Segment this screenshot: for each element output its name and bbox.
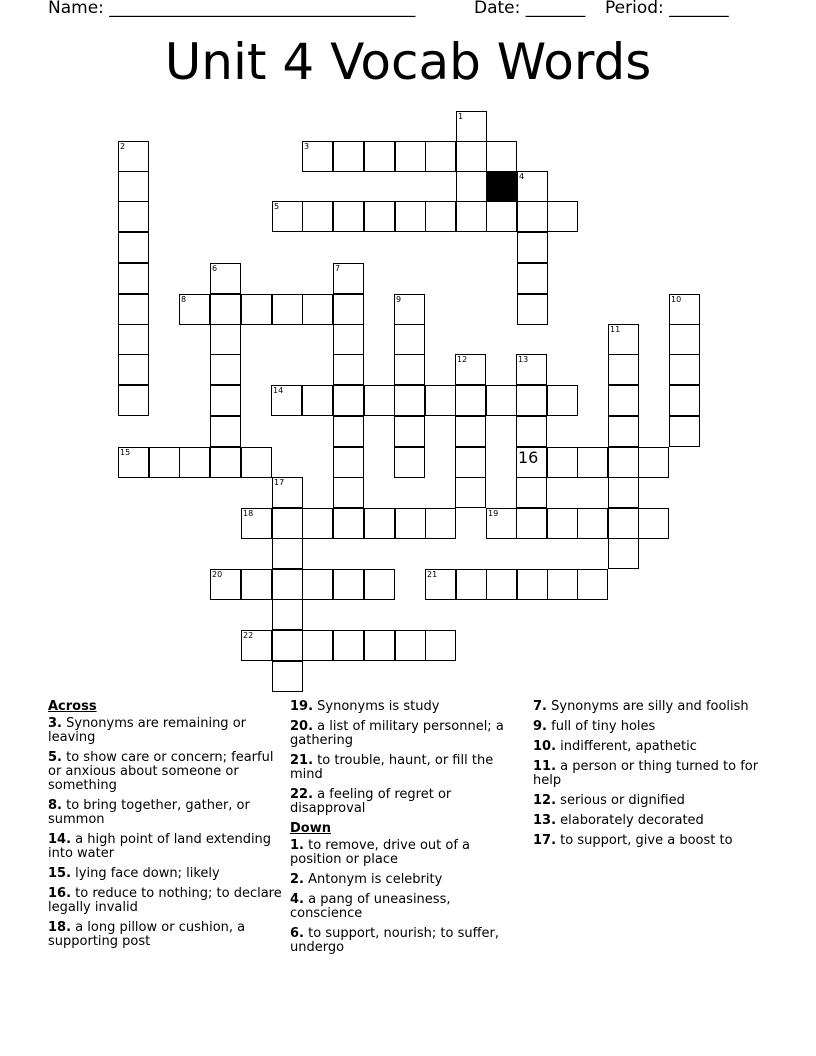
down-clue (533, 794, 763, 808)
grid-cell[interactable] (333, 294, 364, 325)
clue-text: Synonyms are silly and foolish (551, 699, 749, 714)
grid-cell[interactable] (669, 385, 700, 416)
grid-cell[interactable] (364, 630, 395, 661)
clue-text: lying face down; likely (75, 866, 220, 881)
down-clue (290, 873, 520, 887)
clue-cell-9[interactable] (394, 294, 425, 325)
date-field-label: Date: _______ (474, 0, 586, 18)
clue-column-3 (533, 700, 763, 854)
grid-cell[interactable] (486, 569, 517, 600)
grid-cell[interactable] (210, 294, 241, 325)
clue-cell-7[interactable] (333, 263, 364, 294)
clue-number: 8. (48, 798, 62, 813)
grid-cell[interactable] (577, 508, 608, 539)
clue-number: 7. (533, 699, 547, 714)
clue-number: 22. (290, 787, 314, 802)
clue-number: 15. (48, 866, 72, 881)
down-clue (533, 720, 763, 734)
grid-cell[interactable] (241, 569, 272, 600)
clue-cell-1[interactable] (456, 111, 487, 142)
grid-cell[interactable] (608, 447, 639, 478)
clue-number: 17 (274, 478, 285, 487)
clue-number: 15 (120, 448, 131, 457)
clue-cell-13[interactable] (516, 354, 547, 385)
grid-cell[interactable] (669, 324, 700, 355)
across-clue (48, 799, 284, 827)
grid-cell[interactable] (455, 385, 486, 416)
clue-text: to show care or concern; fearful or anxious about someone or something (48, 750, 274, 793)
down-clue-list-continued (533, 700, 763, 848)
grid-cell[interactable] (669, 416, 700, 447)
grid-cell[interactable] (456, 569, 487, 600)
grid-cell[interactable] (333, 324, 364, 355)
down-clue (533, 834, 763, 848)
grid-cell[interactable] (547, 508, 578, 539)
clue-text: to remove, drive out of a position or place (290, 838, 471, 867)
clue-text: elaborately decorated (560, 813, 704, 828)
clue-cell-2[interactable] (118, 141, 149, 172)
clue-number: 1. (290, 838, 304, 853)
clue-cell-18[interactable] (241, 508, 272, 539)
clue-number: 6. (290, 926, 304, 941)
grid-cell[interactable] (333, 385, 364, 416)
grid-cell[interactable] (118, 385, 149, 416)
clue-number: 3 (304, 142, 310, 151)
grid-cell[interactable] (333, 141, 364, 172)
clue-text: to support, give a boost to (560, 833, 733, 848)
clue-cell-5[interactable] (272, 201, 303, 232)
clue-number: 7 (335, 264, 341, 273)
grid-cell[interactable] (486, 141, 517, 172)
grid-cell[interactable] (333, 477, 364, 508)
across-clue (290, 700, 520, 714)
grid-cell[interactable] (118, 294, 149, 325)
clue-cell-14[interactable] (271, 385, 302, 416)
down-clue (290, 927, 520, 955)
clue-number: 21 (427, 570, 438, 579)
clue-number: 17. (533, 833, 557, 848)
clue-number: 8 (181, 295, 187, 304)
down-clue (533, 700, 763, 714)
grid-cell[interactable] (517, 201, 548, 232)
clue-cell-10[interactable] (669, 294, 700, 325)
clue-text: to support, nourish; to suffer, undergo (290, 926, 500, 955)
grid-cell[interactable] (118, 232, 149, 263)
across-clue (48, 751, 284, 793)
clue-cell-20[interactable] (210, 569, 241, 600)
grid-cell[interactable] (272, 661, 303, 692)
grid-cell[interactable] (272, 630, 303, 661)
clue-text: to reduce to nothing; to declare legally invalid (48, 886, 282, 915)
clue-number: 12. (533, 793, 557, 808)
grid-cell[interactable] (486, 201, 517, 232)
clue-number: 4. (290, 892, 304, 907)
clue-number: 20 (212, 570, 223, 579)
grid-cell[interactable] (669, 354, 700, 385)
grid-cell[interactable] (395, 630, 426, 661)
grid-cell[interactable] (272, 569, 303, 600)
grid-cell[interactable] (272, 599, 303, 630)
clue-number: 20. (290, 719, 314, 734)
grid-cell[interactable] (302, 508, 333, 539)
clue-text: a person or thing turned to for help (533, 759, 759, 788)
grid-cell[interactable] (394, 447, 425, 478)
clue-number: 22 (243, 631, 254, 640)
grid-cell[interactable] (179, 447, 210, 478)
grid-cell[interactable] (638, 508, 669, 539)
grid-cell[interactable] (486, 385, 517, 416)
grid-cell[interactable] (272, 508, 303, 539)
clue-number: 14. (48, 832, 72, 847)
grid-cell[interactable] (456, 141, 487, 172)
clue-number: 13. (533, 813, 557, 828)
clue-number: 4 (519, 172, 525, 181)
clue-number: 19 (488, 509, 499, 518)
grid-cell[interactable] (241, 294, 272, 325)
grid-cell[interactable] (577, 447, 608, 478)
clue-number: 9 (396, 295, 402, 304)
grid-cell[interactable] (302, 385, 333, 416)
clue-text: Antonym is celebrity (308, 872, 443, 887)
clue-number: 18. (48, 920, 72, 935)
grid-cell[interactable] (364, 508, 395, 539)
grid-cell[interactable] (302, 569, 333, 600)
down-clue (290, 893, 520, 921)
grid-cell[interactable] (210, 416, 241, 447)
grid-cell[interactable] (364, 141, 395, 172)
clue-text: a long pillow or cushion, a supporting post (48, 920, 246, 949)
down-clue (533, 760, 763, 788)
clue-number: 9. (533, 719, 547, 734)
grid-cell[interactable] (456, 171, 487, 202)
grid-cell[interactable] (608, 477, 639, 508)
across-clue (290, 720, 520, 748)
grid-cell[interactable] (272, 538, 303, 569)
grid-cell[interactable] (118, 201, 149, 232)
clue-number: 1 (458, 112, 464, 121)
across-clue-list-continued (290, 700, 520, 816)
across-clue (290, 754, 520, 782)
clue-cell-8[interactable] (179, 294, 210, 325)
clue-text: indifferent, apathetic (560, 739, 697, 754)
grid-cell[interactable] (364, 385, 395, 416)
grid-cell[interactable] (608, 538, 639, 569)
clue-text: serious or dignified (560, 793, 685, 808)
grid-cell[interactable] (425, 630, 456, 661)
clue-cell-12[interactable] (455, 354, 486, 385)
grid-cell[interactable] (425, 508, 456, 539)
clue-text: a feeling of regret or disapproval (290, 787, 452, 816)
down-clue (290, 839, 520, 867)
down-clue (533, 814, 763, 828)
clue-number: 10 (671, 295, 682, 304)
clue-column-1 (48, 700, 284, 955)
grid-cell[interactable] (118, 324, 149, 355)
clue-cell-6[interactable] (210, 263, 241, 294)
clue-column-2 (290, 700, 520, 961)
clue-text: full of tiny holes (551, 719, 656, 734)
clue-number: 18 (243, 509, 254, 518)
grid-cell[interactable] (516, 508, 547, 539)
grid-cell[interactable] (517, 232, 548, 263)
grid-cell[interactable] (394, 416, 425, 447)
grid-cell[interactable] (425, 141, 456, 172)
grid-cell[interactable] (333, 630, 364, 661)
grid-cell[interactable] (395, 508, 426, 539)
clue-number: 19. (290, 699, 314, 714)
grid-cell[interactable] (608, 508, 639, 539)
grid-cell[interactable] (395, 141, 426, 172)
across-clue (48, 867, 284, 881)
grid-cell[interactable] (118, 263, 149, 294)
grid-cell[interactable] (394, 324, 425, 355)
clue-text: a list of military personnel; a gathering (290, 719, 504, 748)
across-clue-list (48, 717, 284, 949)
grid-cell[interactable] (608, 385, 639, 416)
clue-number: 12 (457, 355, 468, 364)
clue-number: 6 (212, 264, 218, 273)
clue-cell-15[interactable] (118, 447, 149, 478)
grid-cell[interactable] (395, 201, 426, 232)
across-clue (48, 833, 284, 861)
grid-cell[interactable] (547, 447, 578, 478)
grid-cell[interactable] (302, 294, 333, 325)
grid-cell[interactable] (455, 477, 486, 508)
across-clue (48, 887, 284, 915)
grid-cell[interactable] (364, 201, 395, 232)
clue-number: 16 (518, 448, 539, 467)
clue-cell-4[interactable] (517, 171, 548, 202)
grid-cell[interactable] (149, 447, 180, 478)
across-heading: Across (48, 699, 97, 714)
clue-cell-17[interactable] (272, 477, 303, 508)
black-square (486, 171, 517, 202)
clue-number: 5 (274, 202, 280, 211)
grid-cell[interactable] (517, 569, 548, 600)
grid-cell[interactable] (118, 354, 149, 385)
down-clue (533, 740, 763, 754)
grid-cell[interactable] (547, 569, 578, 600)
grid-cell[interactable] (364, 569, 395, 600)
grid-cell[interactable] (425, 201, 456, 232)
clue-text: to trouble, haunt, or fill the mind (290, 753, 494, 782)
grid-cell[interactable] (517, 263, 548, 294)
page-title: Unit 4 Vocab Words (164, 33, 652, 91)
period-field-label: Period: _______ (605, 0, 729, 18)
grid-cell[interactable] (455, 447, 486, 478)
clue-number: 10. (533, 739, 557, 754)
clue-number: 21. (290, 753, 314, 768)
grid-cell[interactable] (302, 201, 333, 232)
grid-cell[interactable] (517, 294, 548, 325)
grid-cell[interactable] (210, 447, 241, 478)
grid-cell[interactable] (241, 447, 272, 478)
across-clue (48, 717, 284, 745)
name-field-label: Name: ____________________________________ (48, 0, 416, 18)
clue-text: Synonyms is study (317, 699, 440, 714)
grid-cell[interactable] (118, 171, 149, 202)
grid-cell[interactable] (547, 201, 578, 232)
grid-cell[interactable] (302, 630, 333, 661)
clue-text: a pang of uneasiness, conscience (290, 892, 451, 921)
clue-text: a high point of land extending into water (48, 832, 272, 861)
grid-cell[interactable] (272, 294, 303, 325)
grid-cell[interactable] (394, 354, 425, 385)
clue-number: 11. (533, 759, 557, 774)
across-clue (290, 788, 520, 816)
clue-number: 16. (48, 886, 72, 901)
clue-cell-21[interactable] (425, 569, 456, 600)
grid-cell[interactable] (210, 324, 241, 355)
grid-cell[interactable] (333, 201, 364, 232)
clue-number: 14 (273, 386, 284, 395)
clue-cell-11[interactable] (608, 324, 639, 355)
down-clue-list (290, 839, 520, 955)
grid-cell[interactable] (333, 508, 364, 539)
clue-number: 2. (290, 872, 304, 887)
grid-cell[interactable] (333, 447, 364, 478)
across-clue (48, 921, 284, 949)
clue-number: 5. (48, 750, 62, 765)
clue-number: 3. (48, 716, 62, 731)
grid-cell[interactable] (210, 354, 241, 385)
down-heading: Down (290, 821, 331, 836)
grid-cell[interactable] (547, 385, 578, 416)
grid-cell[interactable] (456, 201, 487, 232)
grid-cell[interactable] (608, 416, 639, 447)
grid-cell[interactable] (425, 385, 456, 416)
clue-number: 11 (610, 325, 621, 334)
clue-text: Synonyms are remaining or leaving (48, 716, 246, 745)
clue-number: 2 (120, 142, 126, 151)
grid-cell[interactable] (516, 385, 547, 416)
grid-cell[interactable] (516, 477, 547, 508)
grid-cell[interactable] (210, 385, 241, 416)
grid-cell[interactable] (333, 354, 364, 385)
grid-cell[interactable] (608, 354, 639, 385)
grid-cell[interactable] (333, 569, 364, 600)
grid-cell[interactable] (455, 416, 486, 447)
grid-cell[interactable] (577, 569, 608, 600)
clue-cell-22[interactable] (241, 630, 272, 661)
clue-text: to bring together, gather, or summon (48, 798, 250, 827)
grid-cell[interactable] (394, 385, 425, 416)
clue-cell-19[interactable] (486, 508, 517, 539)
clue-cell-3[interactable] (302, 141, 333, 172)
clue-number: 13 (518, 355, 529, 364)
grid-cell[interactable] (333, 416, 364, 447)
grid-cell[interactable] (638, 447, 669, 478)
grid-cell[interactable] (516, 416, 547, 447)
